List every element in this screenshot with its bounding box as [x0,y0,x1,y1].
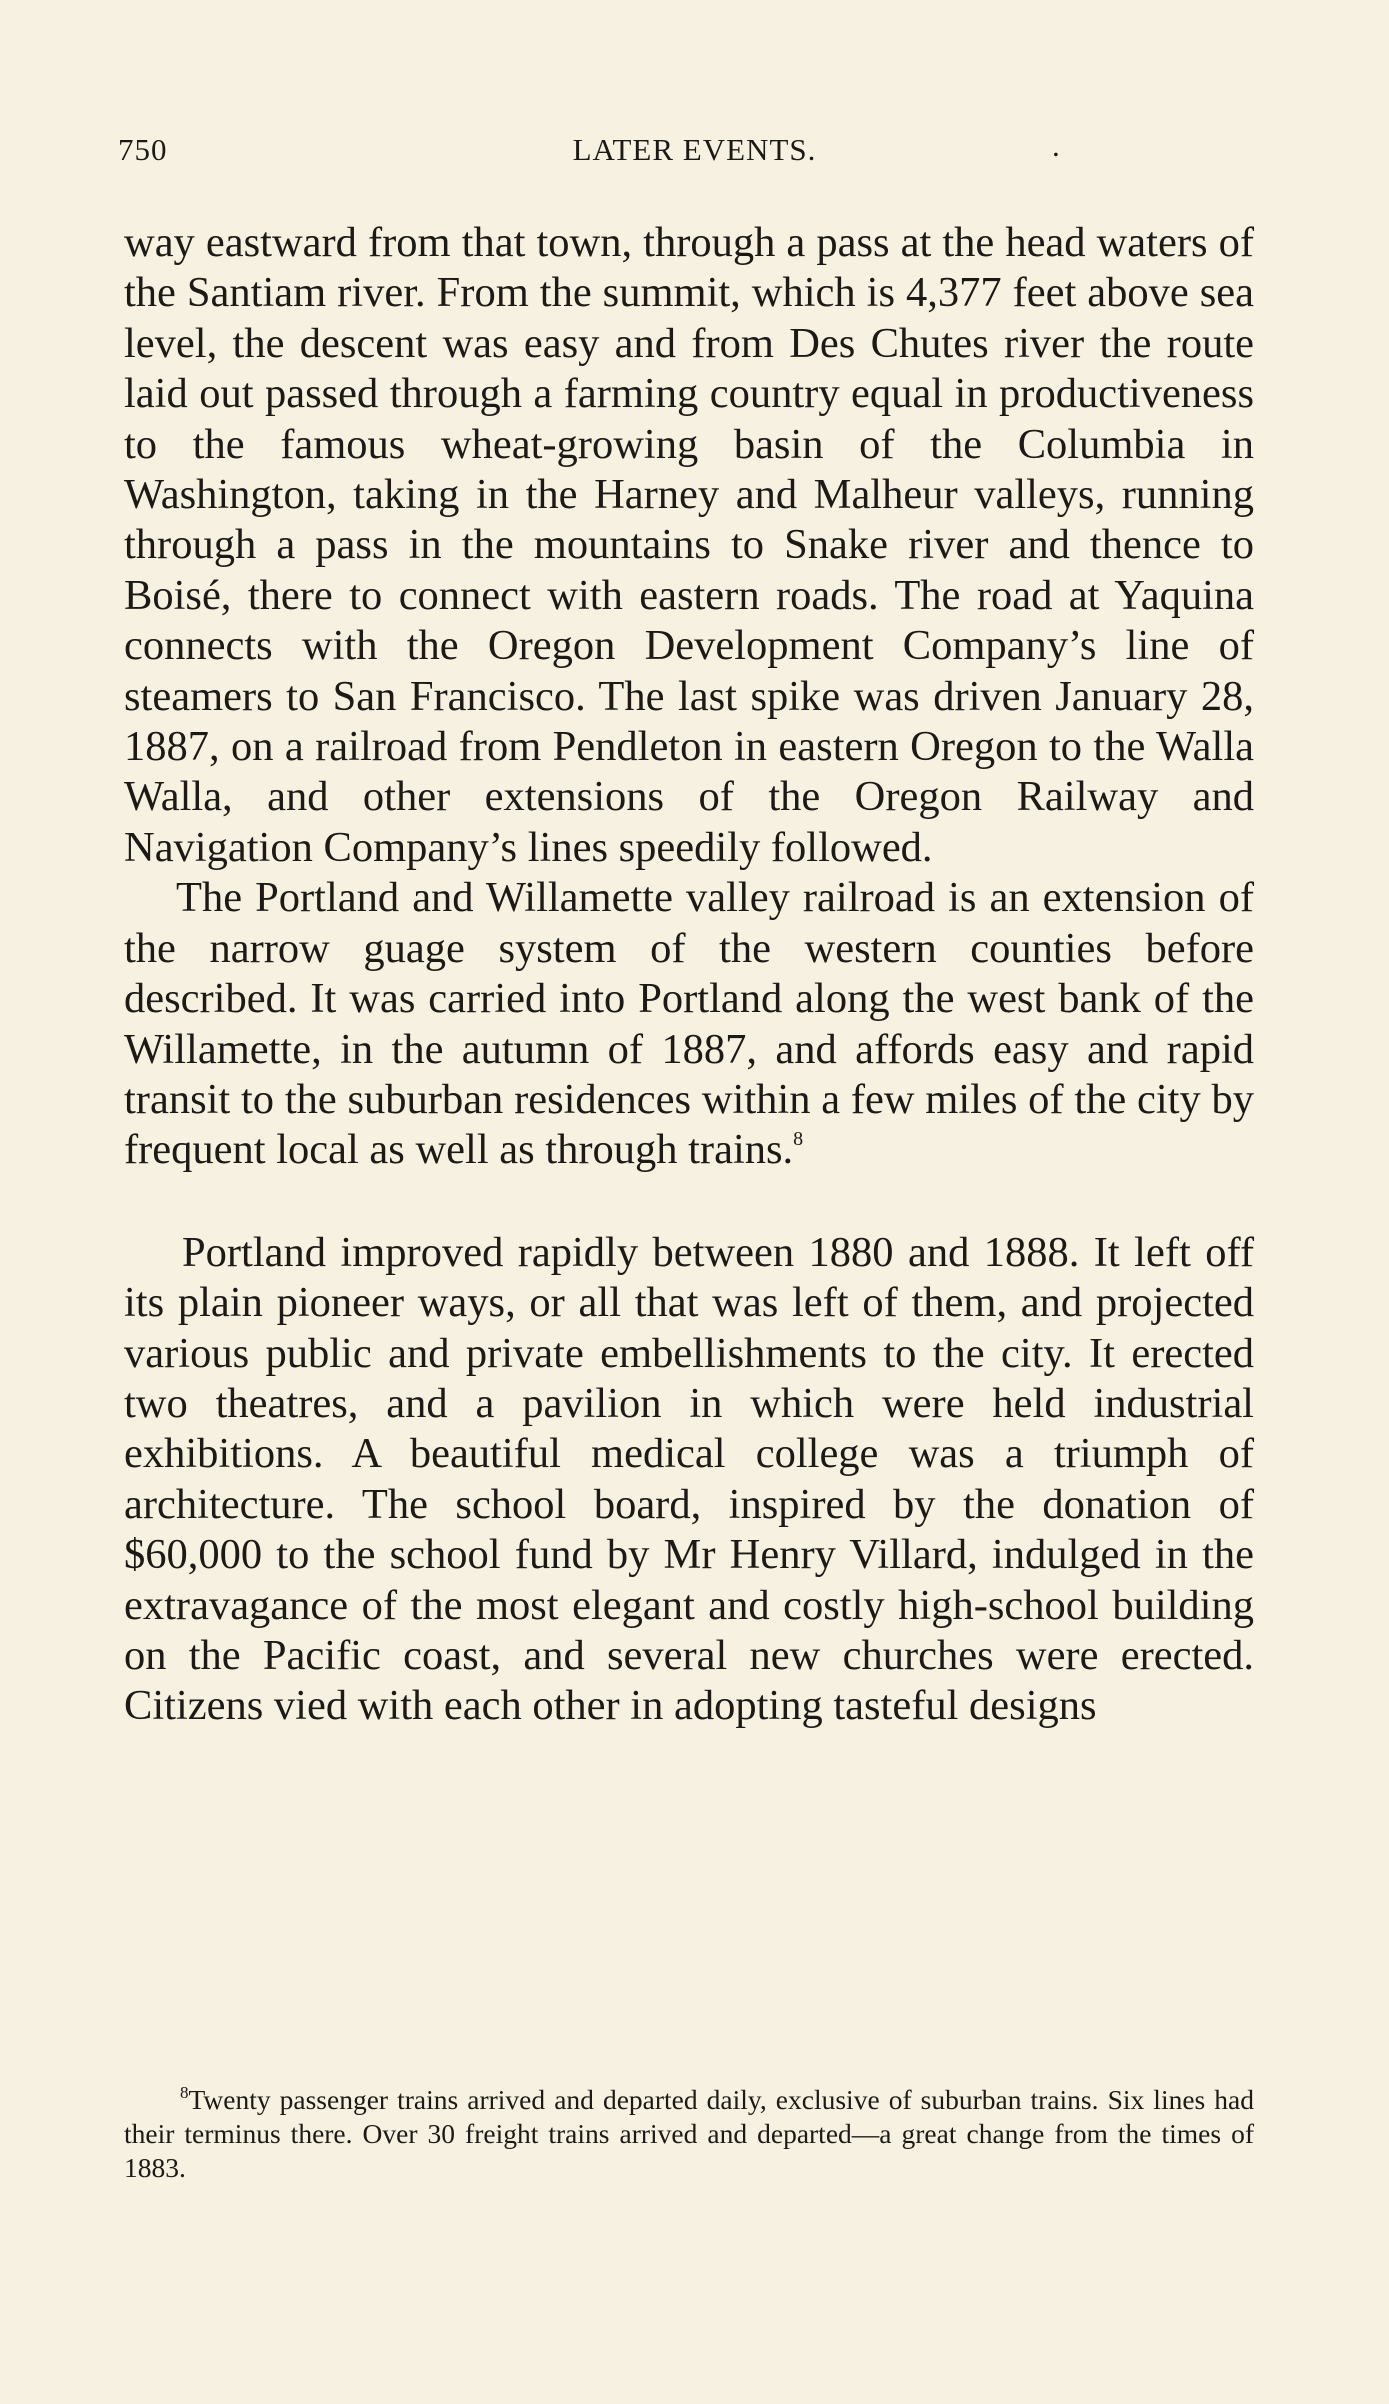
page-number: 750 [118,132,168,167]
paragraph-railroad [124,873,1254,1175]
running-head-mark: . [1052,128,1061,163]
paragraph-3-text: Portland improved rapidly between 1880 and 1888. It left off its plain pioneer ways, or all that was left of them, and projected various public and private embellishments to the city. It erected two theatres, and a pavilion in which were held industrial exhibitions. A beautiful medical college was a triumph of architecture. The school board, inspired by the donation of $60,000 to the school fund by Mr Henry Villard, indulged in the extravagance of the most elegant and costly high-school building on the Pacific coast, and several new churches were erected. Citizens vied with each other in adopting tasteful designs [124,1228,1254,1730]
paragraph-continued [124,218,1254,873]
paragraph-portland [124,1228,1254,1732]
footnote-text: Twenty passenger trains arrived and departed daily, exclusive of suburban trains. Six lines had their terminus there. Over 30 freight trains arrived and departed—a great change from the times of 1883. [124,2084,1254,2183]
footnote-marker: 8 [180,2083,189,2102]
footnote [124,2083,1254,2185]
running-title: LATER EVENTS. [572,132,817,167]
paragraph-1-text: way eastward from that town, through a pass at the head waters of the Santiam river. From the summit, which is 4,377 feet above sea level, the descent was easy and from Des Chutes river the route laid out passed through a farming country equal in productiveness to the famous wheat-growing basin of the Columbia in Washington, taking in the Harney and Malheur valleys, running through a pass in the mountains to Snake river and thence to Boisé, there to connect with eastern roads. The road at Yaquina connects with the Oregon Development Company’s line of steamers to San Francisco. The last spike was driven January 28, 1887, on a railroad from Pendleton in eastern Oregon to the Walla Walla, and other extensions of the Oregon Railway and Navigation Company’s lines speedily followed. [124,219,1254,871]
body-text [124,218,1254,1732]
running-head [0,128,1389,172]
footnote-reference[interactable]: 8 [793,1128,804,1151]
paragraph-2-text: The Portland and Willamette valley railroad is an extension of the narrow guage system of the western counties before described. It was carried into Portland along the west bank of the Willamette, in the autumn of 1887, and affords easy and rapid transit to the suburban residences within a few miles of the city by frequent local as well as through trains. [124,874,1254,1174]
